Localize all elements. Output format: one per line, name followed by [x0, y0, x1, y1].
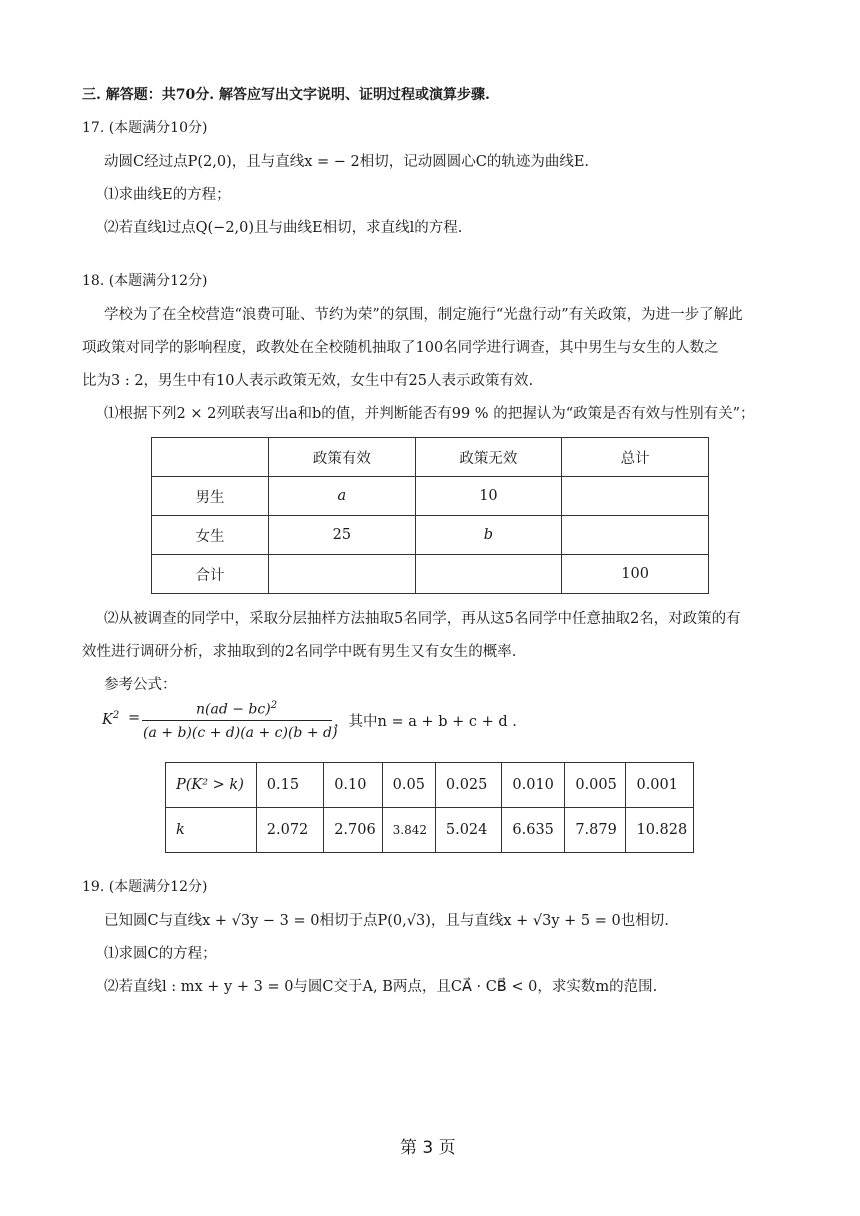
- formula-lhs-exponent: 2: [112, 710, 120, 721]
- table-cell: 0.10: [324, 763, 382, 808]
- table-cell: 合计: [152, 555, 269, 594]
- table-row: [152, 555, 709, 594]
- reference-formula-label: 参考公式：: [104, 677, 177, 693]
- formula-equals: =: [128, 710, 141, 726]
- formula-tail: ，其中n = a + b + c + d .: [334, 714, 517, 730]
- table-header: 政策有效: [269, 438, 416, 477]
- table-row: [166, 808, 694, 853]
- table-cell: 6.635: [502, 808, 565, 853]
- q19-part1: ⑴求圆C的方程；: [104, 946, 217, 962]
- table-cell: 0.005: [565, 763, 626, 808]
- table-cell: [152, 438, 269, 477]
- table-cell: 3.842: [382, 808, 435, 853]
- page-number: 第 3 页: [400, 1138, 456, 1158]
- table-row: [152, 516, 709, 555]
- q18-stem-line3: 比为3 : 2，男生中有10人表示政策无效，女生中有25人表示政策有效.: [82, 373, 534, 389]
- table-cell: 女生: [152, 516, 269, 555]
- table-cell: b: [415, 516, 562, 555]
- q18-part2-line2: 效性进行调研分析，求抽取到的2名同学中既有男生又有女生的概率.: [82, 644, 517, 660]
- table-cell: [415, 555, 562, 594]
- table-row-label: P(K² > k): [166, 763, 257, 808]
- table-cell: 2.706: [324, 808, 382, 853]
- table-cell: 0.001: [626, 763, 694, 808]
- table-cell: 5.024: [435, 808, 502, 853]
- table-cell: 10: [415, 477, 562, 516]
- table-cell: 25: [269, 516, 416, 555]
- q18-part1: ⑴根据下列2 × 2列联表写出a和b的值，并判断能否有99 % 的把握认为“政策是否有效与性别有关”；: [104, 406, 755, 422]
- q17-part2: ⑵若直线l过点Q(−2,0)且与曲线E相切，求直线l的方程.: [104, 220, 463, 236]
- q18-number: 18. (本题满分12分): [82, 273, 208, 289]
- contingency-table: [151, 437, 709, 594]
- table-cell: 0.010: [502, 763, 565, 808]
- table-row: [166, 763, 694, 808]
- table-cell: 2.072: [256, 808, 323, 853]
- q17-number: 17. (本题满分10分): [82, 120, 208, 136]
- table-header: 政策无效: [415, 438, 562, 477]
- q18-stem-line2: 项政策对同学的影响程度，政教处在全校随机抽取了100名同学进行调查，其中男生与女生的人数之: [82, 340, 719, 356]
- table-row: [152, 477, 709, 516]
- q18-part2-line1: ⑵从被调查的同学中，采取分层抽样方法抽取5名同学，再从这5名同学中任意抽取2名，对政策的有: [104, 611, 741, 627]
- formula-numerator: n(ad − bc): [196, 701, 271, 718]
- table-cell: 0.025: [435, 763, 502, 808]
- table-cell: [269, 555, 416, 594]
- table-cell: 100: [562, 555, 709, 594]
- q17-part1: ⑴求曲线E的方程；: [104, 187, 231, 203]
- table-cell: a: [269, 477, 416, 516]
- table-row-label: k: [166, 808, 257, 853]
- fraction-bar: [142, 720, 332, 721]
- q19-part2: ⑵若直线l : mx + y + 3 = 0与圆C交于A, B两点，且CA⃗ · CB⃗ < 0，求实数m的范围.: [104, 979, 658, 995]
- table-cell: [562, 516, 709, 555]
- critical-value-table: [165, 762, 694, 853]
- table-row: [152, 438, 709, 477]
- q19-stem: 已知圆C与直线x + √3y − 3 = 0相切于点P(0,√3)，且与直线x + √3y + 5 = 0也相切.: [104, 913, 669, 929]
- table-cell: 7.879: [565, 808, 626, 853]
- table-cell: [562, 477, 709, 516]
- section-heading: 三. 解答题：共70分. 解答应写出文字说明、证明过程或演算步骤.: [82, 87, 490, 103]
- table-cell: 0.15: [256, 763, 323, 808]
- q19-number: 19. (本题满分12分): [82, 879, 208, 895]
- formula-denominator: (a + b)(c + d)(a + c)(b + d): [143, 725, 338, 741]
- table-header: 总计: [562, 438, 709, 477]
- formula-lhs: K: [102, 711, 113, 728]
- table-cell: 10.828: [626, 808, 694, 853]
- q18-stem-line1: 学校为了在全校营造“浪费可耻、节约为荣”的氛围，制定施行“光盘行动”有关政策，为进一步了解此: [104, 307, 743, 323]
- table-cell: 男生: [152, 477, 269, 516]
- q17-stem: 动圆C经过点P(2,0)，且与直线x = − 2相切，记动圆圆心C的轨迹为曲线E.: [104, 154, 590, 170]
- formula-numerator-exponent: 2: [270, 700, 278, 711]
- table-cell: 0.05: [382, 763, 435, 808]
